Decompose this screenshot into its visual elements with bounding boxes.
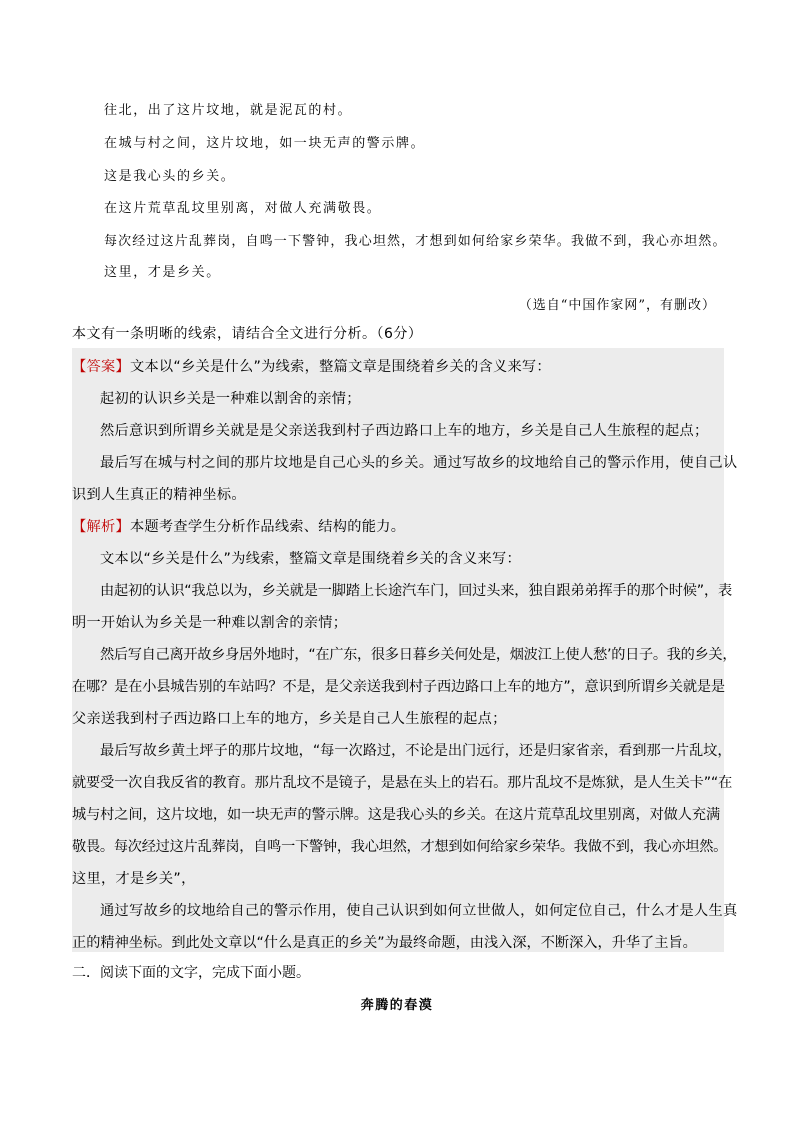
- analysis-line: 城与村之间，这片坟地，如一块无声的警示牌。这是我心头的乡关。在这片荒草乱坟里别离，对做人充满: [72, 807, 721, 823]
- analysis-line: 这里，才是乡关”，: [72, 871, 196, 887]
- analysis-line: 就要受一次自我反省的教育。那片乱坟不是镜子，是悬在头上的岩石。那片乱坟不是炼狱，是人生关卡”“在: [72, 775, 733, 791]
- passage-line: 每次经过这片乱葬岗，自鸣一下警钟，我心坦然，才想到如何给家乡荣华。我做不到，我心亦坦然。: [104, 234, 727, 249]
- passage-line: 往北，出了这片坟地，就是泥瓦的村。: [104, 103, 353, 118]
- answer-line: 起初的认识乡关是一种难以割舍的亲情；: [100, 391, 361, 407]
- answer-first-line: [72, 356, 551, 376]
- answer-line: 最后写在城与村之间的那片坟地是自己心头的乡关。通过写故乡的坟地给自己的警示作用，使自己认: [100, 455, 738, 471]
- analysis-block: [72, 508, 738, 952]
- analysis-line: 最后写故乡黄土坪子的那片坟地，“每一次路过，不论是出门远行，还是归家省亲，看到那一片乱坟，: [100, 743, 732, 759]
- passage-line: 这里，才是乡关。: [104, 265, 221, 280]
- question-text: 本文有一条明晰的线索，请结合全文进行分析。（6分）: [72, 326, 423, 342]
- analysis-line: 文本以“乡关是什么”为线索，整篇文章是围绕着乡关的含义来写：: [100, 551, 521, 567]
- analysis-line: 在哪？是在小县城告别的车站吗？不是，是父亲送我到村子西边路口上车的地方”，意识到所谓乡关就是是: [72, 679, 725, 695]
- passage-line: 在这片荒草乱坟里别离，对做人充满敬畏。: [104, 201, 382, 216]
- analysis-line: 本题考查学生分析作品线索、结构的能力。: [129, 519, 406, 535]
- answer-block: [72, 348, 738, 508]
- analysis-line: 通过写故乡的坟地给自己的警示作用，使自己认识到如何立世做人，如何定位自己，什么才是人生真: [100, 903, 738, 919]
- answer-line: 然后意识到所谓乡关就是是父亲送我到村子西边路口上车的地方，乡关是自己人生旅程的起点；: [100, 423, 709, 439]
- answer-tag: 【答案】: [72, 359, 130, 375]
- analysis-line: 明一开始认为乡关是一种难以割舍的亲情；: [72, 615, 348, 631]
- analysis-tag: 【解析】: [72, 519, 130, 535]
- analysis-first-line: [72, 516, 405, 536]
- passage-line: 在城与村之间，这片坟地，如一块无声的警示牌。: [104, 136, 426, 151]
- answer-line: 识到人生真正的精神坐标。: [72, 487, 246, 503]
- analysis-line: 敬畏。每次经过这片乱葬岗，自鸣一下警钟，我心坦然，才想到如何给家乡荣华。我做不到，我心亦坦然。: [72, 839, 728, 855]
- analysis-line: 正的精神坐标。到此处文章以“什么是真正的乡关”为最终命题，由浅入深，不断深入，升华了主旨。: [72, 935, 697, 951]
- analysis-line: 父亲送我到村子西边路口上车的地方，乡关是自己人生旅程的起点；: [72, 711, 507, 727]
- analysis-line: 然后写自己离开故乡身居外地时，“在广东，很多日暮乡关何处是，烟波江上使人愁’的日子。我的乡关，: [100, 647, 737, 663]
- next-passage-title: 奔腾的春漠: [360, 998, 434, 1013]
- passage-line: 这是我心头的乡关。: [104, 169, 236, 184]
- passage-source: （选自“中国作家网”，有删改）: [518, 298, 716, 313]
- analysis-line: 由起初的认识“我总以为，乡关就是一脚踏上长途汽车门，回过头来，独自跟弟弟挥手的那个时候”，表: [100, 583, 733, 599]
- answer-line: 文本以“乡关是什么”为线索，整篇文章是围绕着乡关的含义来写：: [129, 359, 551, 375]
- section-heading: 二．阅读下面的文字，完成下面小题。: [72, 965, 310, 981]
